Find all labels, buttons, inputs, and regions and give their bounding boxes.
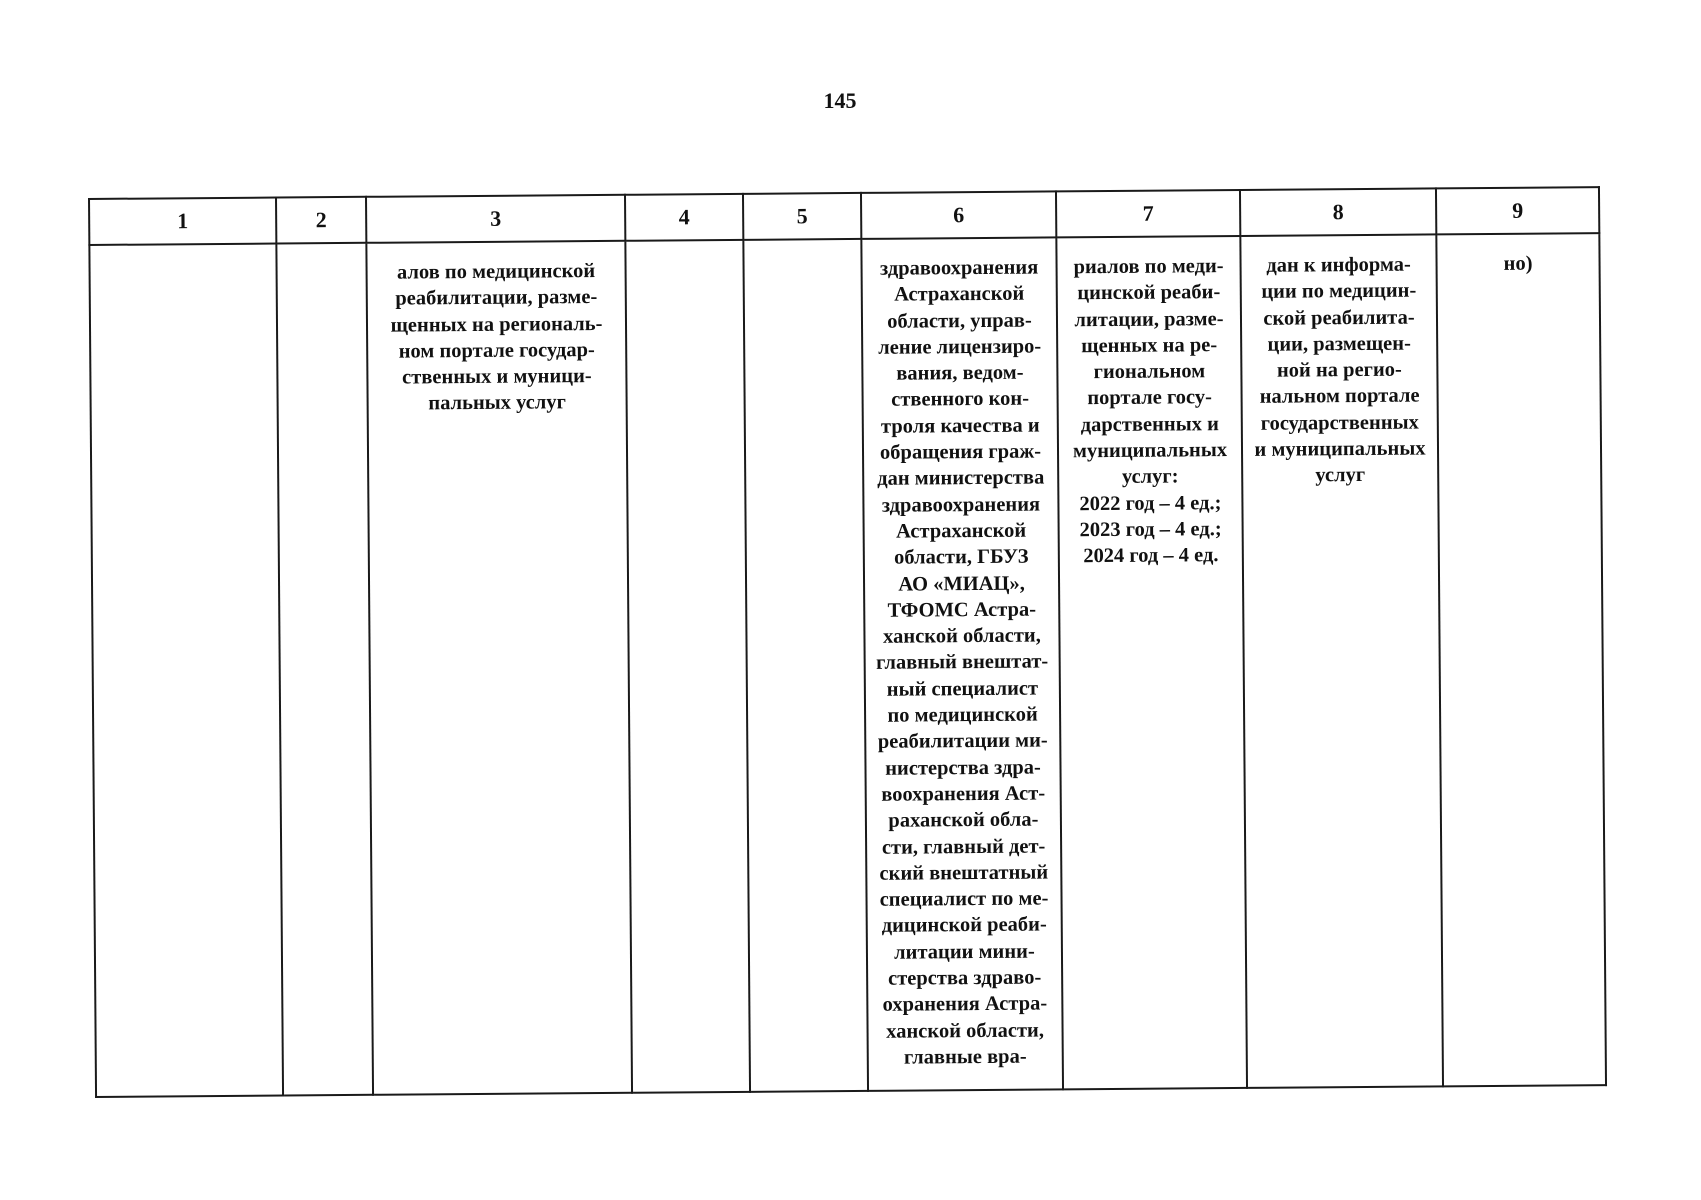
cell-col-8 [1240, 234, 1443, 1088]
cell-line: раханской обла- [888, 808, 1039, 832]
cell-line: воохранения Аст- [881, 782, 1046, 806]
header-col-5: 5 [743, 193, 861, 240]
cell-line: ление лицензиро- [878, 335, 1042, 359]
cell-text-col-5 [744, 240, 860, 257]
cell-line: ТФОМС Астра- [887, 598, 1037, 622]
cell-col-7 [1056, 236, 1247, 1089]
cell-text-col-6 [862, 238, 1062, 1071]
cell-line: здравоохранения [881, 493, 1041, 517]
cell-line: 2022 год – 4 ед.; [1079, 491, 1222, 515]
cell-line: муниципальных [1072, 439, 1228, 463]
cell-text-col-4 [626, 241, 742, 258]
document-table-wrapper [88, 186, 1605, 1098]
cell-line: услуг: [1121, 465, 1179, 489]
cell-line: услуг [1315, 464, 1366, 487]
cell-line: цинской реаби- [1077, 281, 1221, 305]
header-col-7: 7 [1056, 190, 1240, 237]
cell-line: литации, разме- [1074, 307, 1224, 331]
document-table [88, 186, 1607, 1098]
cell-line: обращения граж- [879, 440, 1042, 464]
cell-text-col-7 [1057, 237, 1242, 570]
cell-line: 2023 год – 4 ед.; [1079, 518, 1222, 542]
cell-col-2 [276, 243, 373, 1096]
table-row [89, 233, 1606, 1097]
header-col-2: 2 [276, 197, 366, 244]
header-col-8: 8 [1240, 188, 1436, 236]
cell-line: дицинской реаби- [881, 913, 1047, 938]
cell-line: главные вра- [903, 1045, 1027, 1069]
cell-line: пальных услуг [428, 391, 566, 415]
cell-col-6 [861, 237, 1063, 1091]
cell-line: портале госу- [1087, 386, 1213, 410]
cell-line: щенных на ре- [1081, 334, 1218, 358]
cell-line: АО «МИАЦ», [898, 572, 1025, 596]
cell-line: риалов по меди- [1073, 255, 1224, 279]
cell-line: нальном портале [1259, 385, 1420, 409]
cell-line: дарственных и [1080, 412, 1219, 436]
cell-line: области, ГБУЗ [894, 545, 1029, 569]
cell-col-1 [89, 244, 283, 1097]
cell-line: ный специалист [886, 677, 1039, 701]
cell-line: реабилитации, разме- [395, 286, 598, 310]
cell-line: и муниципальных [1254, 437, 1426, 461]
cell-line: ский внештатный [879, 861, 1049, 885]
header-col-3: 3 [366, 195, 625, 243]
cell-line: специалист по ме- [879, 887, 1049, 911]
cell-text-col-9 [1437, 234, 1598, 278]
cell-line: ской реабилита- [1263, 306, 1415, 330]
cell-line: государственных [1260, 411, 1419, 435]
cell-line: дан министерства [877, 466, 1045, 491]
cell-line: литации мини- [894, 940, 1035, 964]
cell-line: троля качества и [880, 414, 1040, 438]
cell-line: алов по медицинской [396, 260, 596, 284]
header-col-1: 1 [89, 198, 276, 245]
cell-line: главный внештат- [876, 650, 1049, 675]
cell-line: ции, размещен- [1267, 332, 1411, 356]
cell-line: вания, ведом- [896, 361, 1024, 385]
cell-line: сти, главный дет- [881, 835, 1046, 859]
cell-line: нистерства здра- [885, 756, 1041, 780]
cell-line: ханской области, [883, 624, 1041, 648]
cell-line: 2024 год – 4 ед. [1083, 544, 1219, 568]
cell-line: щенных на региональ- [390, 312, 603, 337]
cell-line: ции по медицин- [1261, 279, 1417, 304]
cell-line: ханской области, [886, 1019, 1045, 1043]
cell-col-9 [1436, 233, 1606, 1086]
cell-line: ном портале государ- [398, 338, 595, 363]
cell-line: дан к информа- [1266, 253, 1411, 277]
header-col-9: 9 [1436, 187, 1599, 234]
cell-line: ной на регио- [1276, 358, 1402, 382]
cell-line: ственного кон- [891, 388, 1030, 412]
cell-line: области, управ- [887, 309, 1032, 333]
cell-line: Астраханской [895, 519, 1027, 543]
cell-text-col-3 [367, 242, 625, 418]
header-col-4: 4 [625, 194, 743, 241]
cell-line: стерства здраво- [887, 966, 1042, 990]
cell-text-col-8 [1241, 235, 1437, 489]
cell-text-col-1 [90, 245, 275, 262]
cell-line: по медицинской [887, 703, 1038, 727]
cell-line: ственных и муници- [402, 365, 592, 389]
cell-col-5 [743, 239, 868, 1092]
cell-line: Астраханской [894, 282, 1025, 306]
header-col-6: 6 [861, 191, 1056, 239]
page-number: 145 [823, 88, 857, 113]
cell-line: но) [1503, 252, 1533, 275]
cell-text-col-2 [277, 244, 365, 261]
cell-line: реабилитации ми- [877, 729, 1048, 754]
cell-line: охранения Астра- [882, 992, 1048, 1017]
cell-line: гиональном [1093, 360, 1206, 384]
cell-col-4 [625, 240, 750, 1093]
cell-col-3 [366, 241, 632, 1095]
cell-line: здравоохранения [879, 256, 1039, 280]
